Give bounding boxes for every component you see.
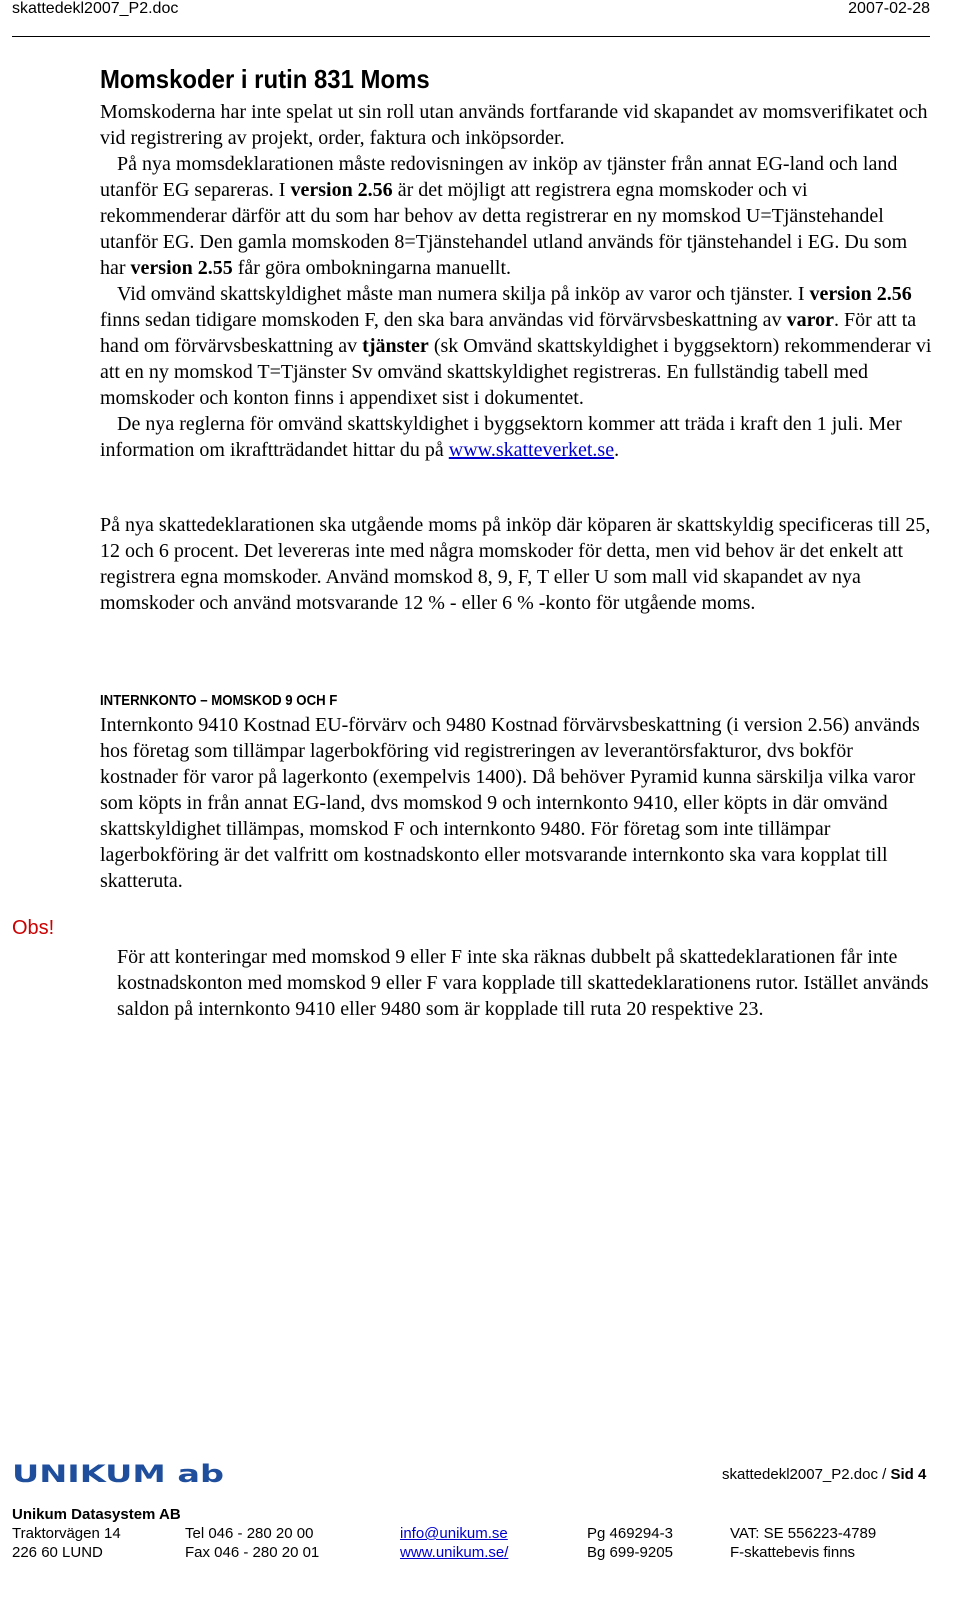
fax-number: Fax 046 - 280 20 01 xyxy=(185,1544,320,1561)
text-run: är det möjligt att registrera egna momskoder och vi rekommenderar därför att du som har behov av detta registrerar en ny momskod U=Tjänstehandel utanför EG. Den gamla momskoden 8=Tjänstehandel utland används för tjänstehandel i EG. Du som har xyxy=(100,179,908,279)
text-run: finns sedan tidigare momskoden F, den ska bara användas vid förvärvsbeskattning av xyxy=(100,309,787,331)
skattedeklaration-section xyxy=(100,512,935,616)
paragraph-omvand-skattskyldighet xyxy=(100,281,935,411)
header-divider xyxy=(12,36,930,37)
website-link[interactable]: www.unikum.se/ xyxy=(400,1544,509,1561)
text-run: På nya momsdeklarationen måste redovisningen av inköp av tjänster från annat EG-land och land utanför EG separeras. I xyxy=(100,153,898,201)
internkonto-section xyxy=(100,712,935,894)
version-emphasis: version 2.56 xyxy=(290,179,393,201)
unikum-logo-text: UNIKUM ab xyxy=(12,1460,224,1488)
obs-note xyxy=(117,944,932,1022)
version-emphasis: version 2.56 xyxy=(809,283,912,305)
tjanster-emphasis: tjänster xyxy=(362,335,429,357)
text-run: får göra ombokningarna manuellt. xyxy=(232,257,512,279)
phone-number: Tel 046 - 280 20 00 xyxy=(185,1525,314,1542)
page-title: Momskoder i rutin 831 Moms xyxy=(100,64,430,94)
header-filename: skattedekl2007_P2.doc xyxy=(12,0,179,17)
text-run: . För att ta hand om förvärvsbeskattning av xyxy=(100,309,917,357)
web-cell xyxy=(400,1543,508,1562)
varor-emphasis: varor xyxy=(786,309,834,331)
footer-filename: skattedekl2007_P2.doc / xyxy=(722,1466,891,1483)
paragraph-nya-regler xyxy=(100,411,935,463)
intro-section xyxy=(100,99,935,463)
vat-number: VAT: SE 556223-4789 xyxy=(730,1525,877,1542)
paragraph-internkonto: Internkonto 9410 Kostnad EU-förvärv och 9480 Kostnad förvärvsbeskattning (i version 2.56) används hos företag som tillämpar lagerbokföring vid registreringen av leverantörsfakturor, dvs bokför kostnader för varor på lagerkonto (exempelvis 1400). Då behöver Pyramid kunna särskilja vilka varor som köpts in från annat EG-land, dvs momskod 9 och internkonto 9410, eller köpts in där omvänd skattskyldighet tillämpas, momskod F och internkonto 9480. För företag som inte tillämpar lagerbokföring är det valfritt om kostnadskonto eller motsvarande internkonto ska vara kopplat till skatteruta. xyxy=(100,714,920,892)
text-run: (sk Omvänd skattskyldighet i byggsektorn) rekommenderar vi att en ny momskod T=Tjänster Sv omvänd skattskyldighet registreras. En fullständig tabell med momskoder och konton finns i appendixet sist i dokumentet. xyxy=(100,335,932,409)
email-link[interactable]: info@unikum.se xyxy=(400,1525,508,1542)
text-run: Vid omvänd skattskyldighet måste man numera skilja på inköp av varor och tjänster. I xyxy=(117,283,810,305)
bankgiro: Bg 699-9205 xyxy=(587,1544,673,1561)
section-heading: INTERNKONTO – MOMSKOD 9 OCH F xyxy=(100,692,338,709)
text-run: De nya reglerna för omvänd skattskyldighet i byggsektorn kommer att träda i kraft den 1 juli. Mer information om ikraftträdandet hittar du på xyxy=(100,413,902,461)
version-emphasis: version 2.55 xyxy=(130,257,233,279)
company-name: Unikum Datasystem AB xyxy=(12,1506,181,1523)
page-number: Sid 4 xyxy=(890,1466,927,1483)
paragraph-utgaende-moms: På nya skattedeklarationen ska utgående moms på inköp där köparen är skattskyldig specificeras till 25, 12 och 6 procent. Det levereras inte med några momskoder för detta, men vid behov är det enkelt att registrera egna momskoder. Använd momskod 8, 9, F, T eller U som mall vid skapandet av nya momskoder och använd motsvarande 12 % - eller 6 % -konto för utgående moms. xyxy=(100,514,931,614)
footer-page-ref xyxy=(722,1466,926,1483)
unikum-logo xyxy=(12,1458,227,1488)
f-skatt-note: F-skattebevis finns xyxy=(730,1544,856,1561)
email-cell xyxy=(400,1524,508,1543)
text-run: . xyxy=(614,439,620,461)
paragraph-momskoder-roll: Momskoderna har inte spelat ut sin roll utan används fortfarande vid skapandet av momsverifikatet och vid registrering av projekt, order, faktura och inköpsorder. xyxy=(100,101,928,149)
skatteverket-link[interactable]: www.skatteverket.se xyxy=(448,439,615,461)
plusgiro: Pg 469294-3 xyxy=(587,1525,673,1542)
address-street: Traktorvägen 14 xyxy=(12,1525,121,1542)
paragraph-momsdeklaration xyxy=(100,151,935,281)
header-date: 2007-02-28 xyxy=(848,0,930,17)
paragraph-obs: För att konteringar med momskod 9 eller F inte ska räknas dubbelt på skattedeklarationen får inte kostnadskonton med momskod 9 eller F vara kopplade till skattedeklarationens rutor. Istället används saldon på internkonto 9410 eller 9480 som är kopplade till ruta 20 respektive 23. xyxy=(117,946,929,1020)
obs-label: Obs! xyxy=(12,917,55,939)
address-city: 226 60 LUND xyxy=(12,1544,103,1561)
